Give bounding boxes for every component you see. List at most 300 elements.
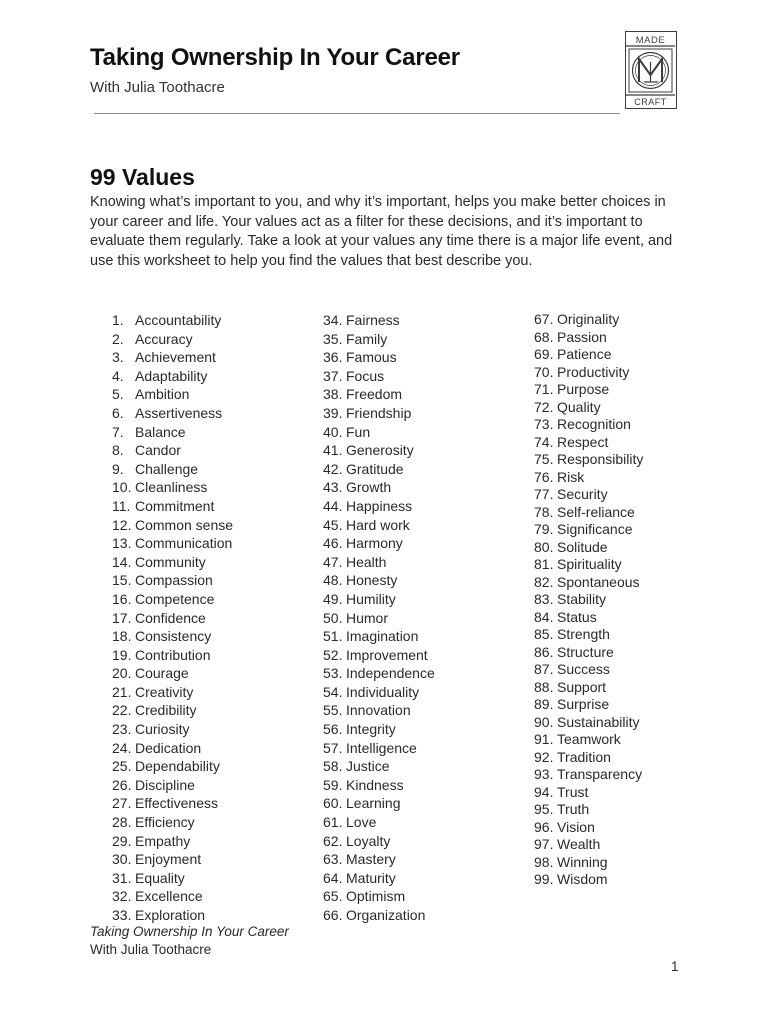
value-label: Spontaneous — [557, 573, 640, 590]
value-label: Vision — [557, 818, 595, 835]
value-item — [534, 819, 643, 837]
value-label: Risk — [557, 468, 585, 485]
value-number: 85. — [534, 626, 554, 642]
value-label: Respect — [557, 433, 609, 450]
document-title: Taking Ownership In Your Career — [90, 44, 460, 71]
value-item — [323, 404, 435, 423]
value-number: 45. — [323, 516, 343, 533]
value-item — [112, 404, 233, 423]
value-number: 14. — [112, 553, 132, 570]
value-label: Productivity — [557, 363, 630, 380]
value-label: Trust — [557, 783, 589, 800]
value-label: Health — [346, 553, 387, 570]
value-label: Dependability — [135, 758, 220, 775]
value-number: 36. — [323, 349, 343, 366]
value-item — [534, 661, 643, 679]
value-item — [534, 364, 643, 382]
values-column-3 — [534, 311, 643, 889]
value-number: 56. — [323, 721, 343, 738]
value-number: 46. — [323, 535, 343, 552]
value-label: Teamwork — [557, 731, 621, 747]
values-column-2 — [323, 311, 435, 925]
value-item — [534, 696, 643, 714]
value-number: 7. — [112, 423, 124, 440]
value-label: Strength — [557, 626, 610, 642]
value-item — [534, 784, 643, 802]
logo-bottom-text: CRAFT — [634, 97, 667, 107]
value-label: Love — [346, 814, 377, 831]
value-number: 89. — [534, 696, 554, 712]
value-number: 37. — [323, 367, 343, 384]
value-item — [112, 627, 233, 646]
value-item — [112, 553, 233, 572]
value-item — [323, 460, 435, 479]
value-number: 40. — [323, 423, 343, 440]
value-label: Enjoyment — [135, 851, 202, 868]
value-label: Contribution — [135, 646, 211, 663]
value-label: Adaptability — [135, 367, 208, 384]
value-item — [112, 757, 233, 776]
value-item — [534, 731, 643, 749]
value-item — [323, 516, 435, 535]
value-label: Mastery — [346, 851, 396, 868]
value-item — [323, 367, 435, 386]
value-item — [323, 869, 435, 888]
value-item — [112, 497, 233, 516]
value-number: 98. — [534, 853, 554, 870]
value-number: 50. — [323, 609, 343, 626]
value-number: 95. — [534, 801, 554, 817]
value-label: Family — [346, 330, 388, 347]
value-number: 64. — [323, 869, 343, 886]
value-item — [112, 330, 233, 349]
value-label: Credibility — [135, 702, 197, 719]
value-number: 72. — [534, 398, 554, 415]
value-item — [534, 556, 643, 574]
value-number: 57. — [323, 739, 343, 756]
value-number: 24. — [112, 739, 132, 756]
value-number: 94. — [534, 783, 554, 800]
intro-paragraph: Knowing what’s important to you, and why it’s important, helps you make better choices in your career and life. Your values act as a filter for these decisions, and it’s important to evaluate them regularly. Take a look at your values any time there is a major life event, and use this worksheet to help you find the values that best describe you. — [90, 194, 673, 269]
value-number: 27. — [112, 795, 132, 812]
value-number: 31. — [112, 869, 132, 886]
value-item — [534, 381, 643, 399]
value-label: Purpose — [557, 381, 610, 397]
value-label: Structure — [557, 643, 614, 660]
value-number: 58. — [323, 758, 343, 775]
value-number: 51. — [323, 628, 343, 645]
value-item — [534, 346, 643, 364]
value-number: 39. — [323, 404, 343, 421]
value-label: Security — [557, 486, 608, 502]
logo-graphic — [626, 32, 675, 107]
value-label: Kindness — [346, 776, 404, 793]
value-label: Humor — [346, 609, 389, 626]
value-number: 48. — [323, 572, 343, 589]
value-label: Gratitude — [346, 460, 404, 477]
value-item — [112, 887, 233, 906]
page-number: 1 — [671, 959, 679, 974]
value-item — [112, 906, 233, 925]
value-number: 88. — [534, 678, 554, 695]
value-label: Commitment — [135, 497, 215, 514]
value-number: 60. — [323, 795, 343, 812]
value-number: 49. — [323, 590, 343, 607]
value-item — [112, 516, 233, 535]
value-label: Stability — [557, 591, 607, 607]
value-item — [323, 720, 435, 739]
value-label: Dedication — [135, 739, 202, 756]
value-item — [112, 832, 233, 851]
value-item — [534, 644, 643, 662]
value-item — [323, 571, 435, 590]
value-number: 77. — [534, 486, 554, 502]
value-number: 82. — [534, 573, 554, 590]
value-label: Support — [557, 678, 607, 695]
value-number: 59. — [323, 776, 343, 793]
value-item — [112, 683, 233, 702]
value-label: Justice — [346, 758, 390, 775]
value-label: Imagination — [346, 628, 419, 645]
value-label: Growth — [346, 479, 392, 496]
value-number: 80. — [534, 538, 554, 555]
value-label: Creativity — [135, 683, 194, 700]
value-number: 90. — [534, 713, 554, 730]
value-item — [534, 714, 643, 732]
value-number: 81. — [534, 556, 554, 572]
value-number: 93. — [534, 766, 554, 782]
value-number: 54. — [323, 683, 343, 700]
value-number: 63. — [323, 851, 343, 868]
value-number: 4. — [112, 367, 124, 384]
value-item — [323, 330, 435, 349]
value-number: 5. — [112, 386, 124, 403]
value-number: 33. — [112, 907, 132, 923]
value-item — [534, 679, 643, 697]
value-label: Independence — [346, 665, 435, 682]
value-number: 32. — [112, 888, 132, 905]
value-label: Tradition — [557, 748, 611, 765]
value-item — [534, 329, 643, 347]
value-number: 47. — [323, 553, 343, 570]
value-item — [534, 591, 643, 609]
value-number: 22. — [112, 702, 132, 719]
value-item — [323, 627, 435, 646]
value-label: Improvement — [346, 646, 428, 663]
value-item — [112, 311, 233, 330]
value-label: Humility — [346, 590, 396, 607]
value-label: Intelligence — [346, 739, 417, 756]
value-label: Self-reliance — [557, 503, 635, 520]
value-label: Significance — [557, 521, 633, 537]
value-label: Exploration — [135, 907, 206, 923]
value-number: 74. — [534, 433, 554, 450]
value-number: 97. — [534, 836, 554, 852]
value-item — [323, 646, 435, 665]
value-item — [534, 434, 643, 452]
value-item — [323, 441, 435, 460]
value-number: 43. — [323, 479, 343, 496]
value-item — [112, 423, 233, 442]
value-label: Maturity — [346, 869, 396, 886]
value-label: Wealth — [557, 836, 601, 852]
value-item — [534, 626, 643, 644]
value-number: 76. — [534, 468, 554, 485]
value-number: 23. — [112, 721, 132, 738]
value-number: 69. — [534, 346, 554, 362]
value-item — [112, 348, 233, 367]
value-number: 41. — [323, 442, 343, 459]
value-item — [534, 504, 643, 522]
value-item — [112, 850, 233, 869]
value-item — [323, 739, 435, 758]
value-item — [534, 574, 643, 592]
value-item — [112, 646, 233, 665]
section-title: 99 Values — [90, 164, 195, 190]
value-label: Balance — [135, 423, 186, 440]
value-label: Achievement — [135, 349, 216, 366]
document-subtitle: With Julia Toothacre — [90, 79, 225, 96]
value-item — [323, 664, 435, 683]
value-item — [112, 664, 233, 683]
value-number: 61. — [323, 814, 343, 831]
value-label: Honesty — [346, 572, 398, 589]
value-number: 9. — [112, 460, 124, 477]
value-label: Communication — [135, 535, 233, 552]
header-divider — [94, 113, 620, 114]
value-number: 38. — [323, 386, 343, 403]
value-label: Transparency — [557, 766, 643, 782]
value-label: Generosity — [346, 442, 414, 459]
value-item — [534, 836, 643, 854]
value-label: Quality — [557, 398, 601, 415]
value-number: 12. — [112, 516, 132, 533]
value-item — [112, 794, 233, 813]
value-label: Compassion — [135, 572, 213, 589]
value-item — [534, 801, 643, 819]
value-number: 16. — [112, 590, 132, 607]
value-number: 87. — [534, 661, 554, 677]
logo-top-text: MADE — [635, 35, 666, 46]
value-number: 1. — [112, 312, 124, 328]
value-number: 79. — [534, 521, 554, 537]
value-label: Innovation — [346, 702, 411, 719]
value-item — [534, 609, 643, 627]
value-number: 53. — [323, 665, 343, 682]
value-number: 30. — [112, 851, 132, 868]
value-item — [323, 590, 435, 609]
value-item — [534, 749, 643, 767]
value-item — [112, 367, 233, 386]
value-item — [112, 609, 233, 628]
value-number: 67. — [534, 311, 554, 327]
value-item — [323, 553, 435, 572]
value-item — [534, 399, 643, 417]
value-item — [112, 385, 233, 404]
value-item — [323, 609, 435, 628]
value-item — [534, 854, 643, 872]
value-number: 86. — [534, 643, 554, 660]
value-item — [534, 311, 643, 329]
value-number: 75. — [534, 451, 554, 467]
values-column-1 — [112, 311, 233, 925]
value-number: 17. — [112, 609, 132, 626]
value-label: Winning — [557, 853, 608, 870]
value-number: 6. — [112, 404, 124, 421]
value-number: 66. — [323, 907, 343, 923]
value-label: Solitude — [557, 538, 608, 555]
value-number: 42. — [323, 460, 343, 477]
value-label: Challenge — [135, 460, 199, 477]
value-label: Patience — [557, 346, 612, 362]
value-item — [323, 794, 435, 813]
value-item — [323, 534, 435, 553]
value-item — [534, 766, 643, 784]
value-label: Competence — [135, 590, 215, 607]
value-label: Wisdom — [557, 871, 608, 887]
value-label: Cleanliness — [135, 479, 208, 496]
value-item — [112, 478, 233, 497]
value-number: 19. — [112, 646, 132, 663]
value-label: Hard work — [346, 516, 410, 533]
value-label: Surprise — [557, 696, 610, 712]
value-number: 29. — [112, 832, 132, 849]
footer-title: Taking Ownership In Your Career — [90, 924, 289, 939]
value-number: 13. — [112, 535, 132, 552]
value-label: Discipline — [135, 776, 195, 793]
value-item — [112, 534, 233, 553]
value-item — [323, 423, 435, 442]
value-number: 92. — [534, 748, 554, 765]
value-label: Assertiveness — [135, 404, 223, 421]
value-label: Excellence — [135, 888, 203, 905]
value-label: Consistency — [135, 628, 212, 645]
value-item — [112, 739, 233, 758]
value-number: 70. — [534, 363, 554, 380]
value-number: 3. — [112, 349, 124, 366]
value-label: Spirituality — [557, 556, 622, 572]
value-number: 10. — [112, 479, 132, 496]
value-item — [323, 813, 435, 832]
value-item — [323, 850, 435, 869]
value-item — [112, 571, 233, 590]
value-label: Effectiveness — [135, 795, 219, 812]
value-label: Famous — [346, 349, 397, 366]
value-label: Candor — [135, 442, 181, 459]
value-number: 55. — [323, 702, 343, 719]
value-number: 18. — [112, 628, 132, 645]
value-number: 71. — [534, 381, 554, 397]
value-item — [534, 539, 643, 557]
value-item — [112, 813, 233, 832]
value-number: 8. — [112, 442, 124, 459]
value-number: 15. — [112, 572, 132, 589]
value-label: Harmony — [346, 535, 403, 552]
value-label: Originality — [557, 311, 620, 327]
value-number: 20. — [112, 665, 132, 682]
value-number: 26. — [112, 776, 132, 793]
value-item — [534, 451, 643, 469]
value-label: Empathy — [135, 832, 191, 849]
value-label: Happiness — [346, 497, 413, 514]
value-label: Recognition — [557, 416, 631, 432]
value-item — [323, 497, 435, 516]
value-item — [323, 385, 435, 404]
value-number: 28. — [112, 814, 132, 831]
value-label: Learning — [346, 795, 401, 812]
value-label: Freedom — [346, 386, 403, 403]
value-label: Accuracy — [135, 330, 193, 347]
value-item — [112, 590, 233, 609]
value-label: Courage — [135, 665, 189, 682]
value-number: 34. — [323, 312, 343, 328]
value-label: Common sense — [135, 516, 234, 533]
value-label: Efficiency — [135, 814, 195, 831]
value-number: 99. — [534, 871, 554, 887]
value-label: Truth — [557, 801, 590, 817]
value-item — [534, 871, 643, 889]
value-item — [112, 460, 233, 479]
value-label: Optimism — [346, 888, 406, 905]
value-number: 62. — [323, 832, 343, 849]
value-label: Ambition — [135, 386, 190, 403]
value-number: 11. — [112, 497, 131, 514]
value-label: Loyalty — [346, 832, 391, 849]
value-item — [323, 757, 435, 776]
value-item — [323, 701, 435, 720]
value-item — [323, 906, 435, 925]
value-number: 78. — [534, 503, 554, 520]
value-label: Focus — [346, 367, 385, 384]
value-number: 25. — [112, 758, 132, 775]
value-label: Integrity — [346, 721, 396, 738]
value-label: Fairness — [346, 312, 400, 328]
value-item — [323, 311, 435, 330]
value-item — [534, 521, 643, 539]
value-item — [323, 887, 435, 906]
value-label: Passion — [557, 328, 607, 345]
value-number: 65. — [323, 888, 343, 905]
value-label: Responsibility — [557, 451, 644, 467]
value-number: 52. — [323, 646, 343, 663]
value-label: Sustainability — [557, 713, 640, 730]
value-item — [323, 478, 435, 497]
value-number: 35. — [323, 330, 343, 347]
value-item — [323, 348, 435, 367]
value-item — [112, 720, 233, 739]
value-number: 91. — [534, 731, 554, 747]
value-item — [112, 869, 233, 888]
value-label: Fun — [346, 423, 371, 440]
value-item — [323, 832, 435, 851]
value-label: Community — [135, 553, 206, 570]
value-number: 44. — [323, 497, 343, 514]
value-label: Individuality — [346, 683, 420, 700]
value-item — [112, 701, 233, 720]
value-label: Organization — [346, 907, 426, 923]
value-item — [534, 486, 643, 504]
value-number: 73. — [534, 416, 554, 432]
value-item — [534, 416, 643, 434]
value-number: 83. — [534, 591, 554, 607]
value-label: Curiosity — [135, 721, 190, 738]
footer-subtitle: With Julia Toothacre — [90, 942, 212, 957]
value-number: 2. — [112, 330, 124, 347]
value-number: 96. — [534, 818, 554, 835]
value-label: Equality — [135, 869, 185, 886]
value-item — [112, 776, 233, 795]
value-label: Friendship — [346, 404, 412, 421]
